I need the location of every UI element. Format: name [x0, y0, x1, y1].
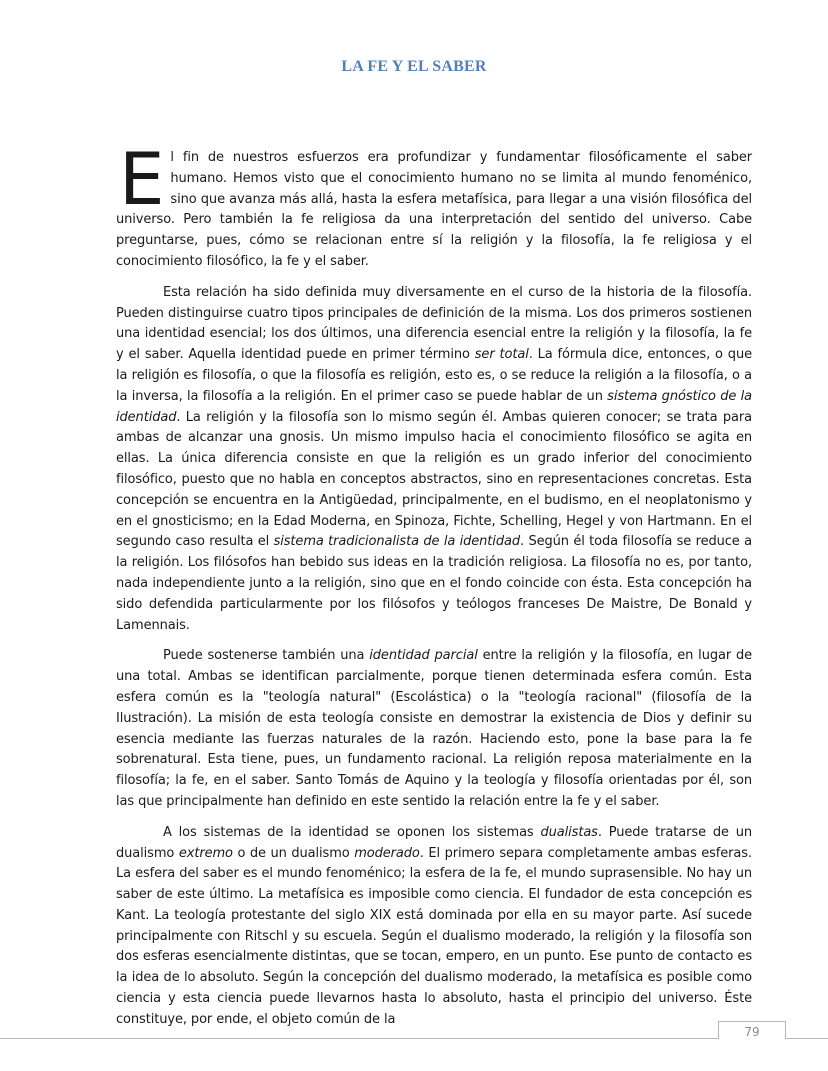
paragraph-4-text-b: . Puede tratarse de un dualismo — [116, 824, 752, 861]
paragraph-4-text-d: . El primero separa completamente ambas esferas. La esfera del saber es el mundo fenoménico; la esfera de la fe, el mundo suprasensible. No hay un saber de este último. La metafísica es imposible como ciencia. El fundador de esta concepción es Kant. La teología protestante del siglo XIX está dominada por ella en su mayor parte. Así sucede principalmente con Ritschl y su escuela. Según el dualismo moderado, la religión y la filosofía son dos esferas esencialmente distintas, que se tocan, empero, en un punto. Ese punto de contacto es la idea de lo absoluto. Según la concepción del dualismo moderado, la metafísica es posible como ciencia y esta ciencia puede llevarnos hasta lo absoluto, hasta el principio del universo. Éste constituye, por ende, el objeto común de la — [116, 845, 752, 1027]
paragraph-2-text-c: . La religión y la filosofía son lo mismo según él. Ambas quieren conocer; se trata para ambas de alcanzar una gnosis. Un mismo impulso hacia el conocimiento filosófico se agita en ellas. La única diferencia consiste en que la religión es un grado inferior del conocimiento filosófico, puesto que no habla en conceptos abstractos, sino en representaciones concretas. Esta concepción se encuentra en la Antigüedad, principalmente, en el budismo, en el neoplatonismo y en el gnosticismo; en la Edad Moderna, en Spinoza, Fichte, Schelling, Hegel y von Hartmann. En el segundo caso resulta el — [116, 409, 752, 550]
paragraph-1-text: l fin de nuestros esfuerzos era profundizar y fundamentar filosóficamente el saber humano. Hemos visto que el conocimiento humano no se limita al mundo fenoménico, sino que avanza más allá, hasta la esfera metafísica, para llegar a una visión filosófica del universo. Pero también la fe religiosa da una interpretación del sentido del universo. Cabe preguntarse, pues, cómo se relacionan entre sí la religión y la filosofía, la fe religiosa y el conocimiento filosófico, la fe y el saber. — [116, 150, 752, 269]
document-body — [116, 137, 753, 1041]
paragraph-2 — [116, 283, 752, 637]
paragraph-2-emphasis-3: sistema tradicionalista de la identidad — [273, 534, 520, 550]
paragraph-4-emphasis-2: extremo — [178, 845, 233, 861]
page-number-box — [718, 1021, 786, 1039]
paragraph-3 — [116, 646, 752, 812]
drop-cap: E — [119, 137, 165, 221]
page-title: LA FE Y EL SABER — [341, 58, 487, 75]
paragraph-2-text-a: Esta relación ha sido definida muy diversamente en el curso de la historia de la filosofía. Pueden distinguirse cuatro tipos principales de definición de la misma. Los dos primeros sostienen una identidad esencial; los dos últimos, una diferencia esencial entre la religión y la filosofía, la fe y el saber. Aquella identidad puede en primer término — [116, 284, 752, 363]
paragraph-4-text-c: o de un dualismo — [232, 845, 355, 861]
paragraph-1 — [116, 137, 752, 273]
paragraph-2-text-b: . La fórmula dice, entonces, o que la religión es filosofía, o que la filosofía es religión, esto es, o se reduce la religión a la filosofía, o a la inversa, la filosofía a la religión. En el primer caso se puede hablar de un — [116, 347, 752, 404]
paragraph-4-emphasis-1: dualistas — [540, 824, 598, 840]
paragraph-2-emphasis-1: ser total — [474, 347, 529, 363]
paragraph-3-emphasis-1: identidad parcial — [369, 648, 478, 664]
paragraph-4-emphasis-3: moderado — [354, 845, 420, 861]
paragraph-2-text-d: . Según él toda filosofía se reduce a la religión. Los filósofos han bebido sus ideas en la tradición religiosa. La filosofía no es, por tanto, nada independiente junto a la religión, sino que en el fondo coincide con ésta. Esta concepción ha sido defendida particularmente por los filósofos y teólogos franceses De Maistre, De Bonald y Lamennais. — [116, 534, 752, 633]
paragraph-2-emphasis-2: sistema gnóstico de la identidad — [116, 388, 752, 425]
paragraph-4 — [116, 823, 752, 1031]
page-number: 79 — [744, 1025, 760, 1039]
paragraph-3-text-b: entre la religión y la filosofía, en lugar de una total. Ambas se identifican parcialmente, porque tienen determinada esfera común. Esta esfera común es la "teología natural" (Escolástica) o la "teología racional" (filosofía de la Ilustración). La misión de esta teología consiste en demostrar la existencia de Dios y definir su esencia mediante las fuerzas naturales de la razón. Haciendo esto, pone la base para la fe sobrenatural. Esta tiene, pues, un fundamento racional. La religión reposa materialmente en la filosofía; la fe, en el saber. Santo Tomás de Aquino y la teología y filosofía orientadas por él, son las que principalmente han definido en este sentido la relación entre la fe y el saber. — [116, 648, 753, 809]
paragraph-4-text-a: A los sistemas de la identidad se oponen los sistemas — [163, 824, 541, 840]
paragraph-3-text-a: Puede sostenerse también una — [163, 648, 370, 664]
footer-rule — [0, 1038, 828, 1039]
